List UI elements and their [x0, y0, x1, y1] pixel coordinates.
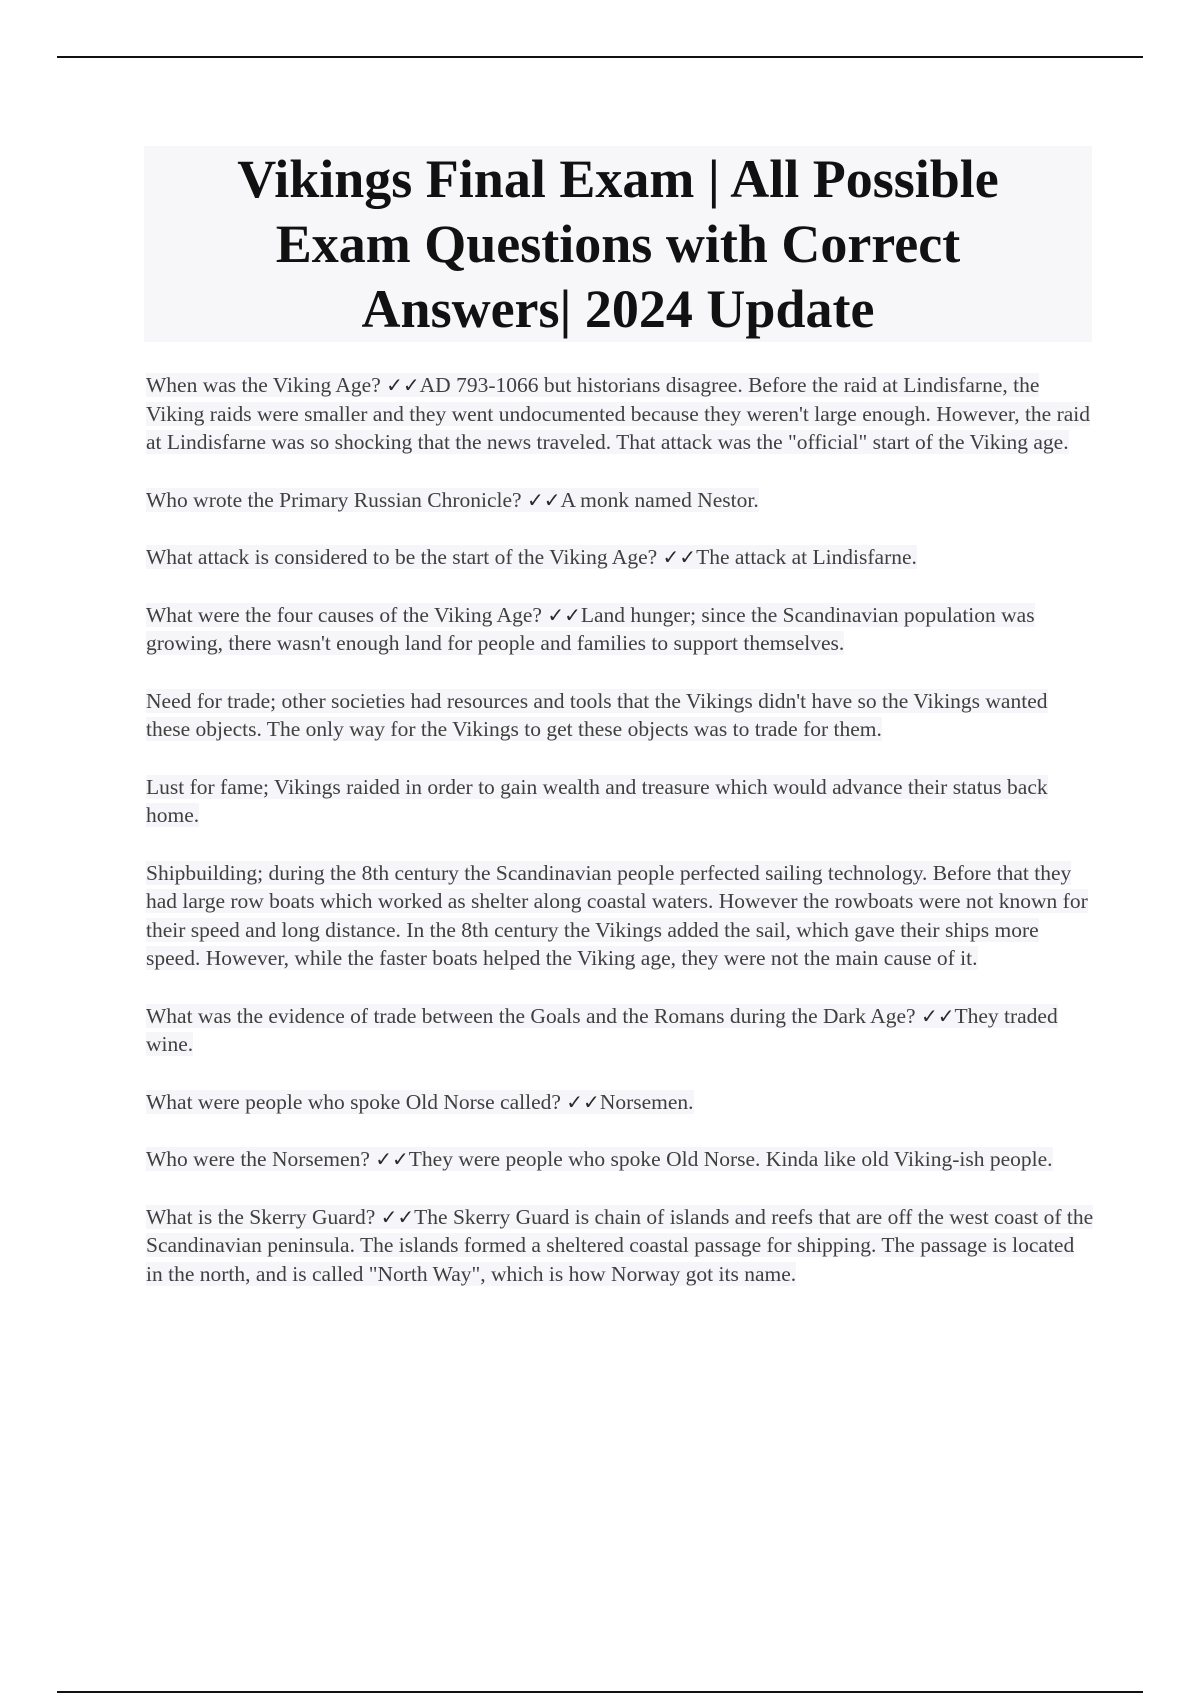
- answer-text: They were people who spoke Old Norse. Kinda like old Viking-ish people.: [408, 1147, 1053, 1171]
- check-mark-icon: ✓✓: [380, 1204, 415, 1229]
- answer-paragraph: [146, 687, 1096, 744]
- qa-item: [146, 1203, 1096, 1289]
- title-banner: [144, 146, 1092, 342]
- qa-item: [146, 1145, 1096, 1174]
- answer-text: AD 793-1066 but historians disagree. Before the raid at Lindisfarne, the Viking raids were smaller and they went undocumented because they weren't large enough. However, the raid at Lindisfarne was so shocking that the news traveled. That attack was the "official" start of the Viking age.: [146, 373, 1091, 454]
- answer-text: Land hunger; since the Scandinavian population was growing, there wasn't enough land for people and families to support themselves.: [146, 602, 1035, 655]
- question-text: What is the Skerry Guard?: [146, 1204, 376, 1229]
- qa-item: [146, 1002, 1096, 1059]
- check-mark-icon: ✓✓: [662, 545, 697, 569]
- answer-text: Shipbuilding; during the 8th century the Scandinavian people perfected sailing technology. Before that they had large row boats which worked as shelter along coastal waters. However the rowboats were not known for their speed and long distance. In the 8th century the Vikings added the sail, which gave their ships more speed. However, while the faster boats helped the Viking age, they were not the main cause of it.: [146, 860, 1088, 970]
- check-mark-icon: ✓✓: [920, 1003, 955, 1028]
- check-mark-icon: ✓✓: [386, 373, 420, 397]
- bottom-rule: [57, 1691, 1143, 1693]
- answer-paragraph: [146, 773, 1096, 830]
- question-text: What attack is considered to be the start of the Viking Age?: [146, 545, 658, 569]
- top-rule: [57, 56, 1143, 58]
- qa-item: [146, 1088, 1096, 1117]
- question-text: Who were the Norsemen?: [146, 1147, 370, 1171]
- check-mark-icon: ✓✓: [547, 602, 581, 627]
- qa-item: [146, 486, 1096, 515]
- answer-text: They traded wine.: [146, 1003, 1058, 1056]
- check-mark-icon: ✓✓: [566, 1089, 600, 1114]
- qa-item: [146, 543, 1096, 572]
- document-title: Vikings Final Exam | All Possible Exam Questions with Correct Answers| 2024 Update: [237, 148, 999, 339]
- question-text: What was the evidence of trade between the Goals and the Romans during the Dark Age?: [146, 1003, 916, 1028]
- answer-text: The Skerry Guard is chain of islands and reefs that are off the west coast of the Scandinavian peninsula. The islands formed a sheltered coastal passage for shipping. The passage is located in the north, and is called "North Way", which is how Norway got its name.: [146, 1204, 1094, 1286]
- question-text: When was the Viking Age?: [146, 373, 381, 397]
- answer-text: The attack at Lindisfarne.: [696, 545, 917, 569]
- answer-text: Need for trade; other societies had resources and tools that the Vikings didn't have so the Vikings wanted these objects. The only way for the Vikings to get these objects was to trade for them.: [146, 688, 1048, 741]
- answer-text: Norsemen.: [599, 1089, 694, 1114]
- qa-item: [146, 371, 1096, 457]
- question-text: Who wrote the Primary Russian Chronicle?: [146, 487, 522, 512]
- qa-item: [146, 601, 1096, 658]
- answer-text: Lust for fame; Vikings raided in order to gain wealth and treasure which would advance their status back home.: [146, 774, 1048, 827]
- check-mark-icon: ✓✓: [526, 487, 561, 512]
- qa-list: [146, 371, 1096, 1317]
- question-text: What were the four causes of the Viking Age?: [146, 602, 542, 627]
- question-text: What were people who spoke Old Norse called?: [146, 1089, 561, 1114]
- answer-text: A monk named Nestor.: [560, 487, 759, 512]
- answer-paragraph: [146, 859, 1096, 973]
- check-mark-icon: ✓✓: [375, 1147, 409, 1171]
